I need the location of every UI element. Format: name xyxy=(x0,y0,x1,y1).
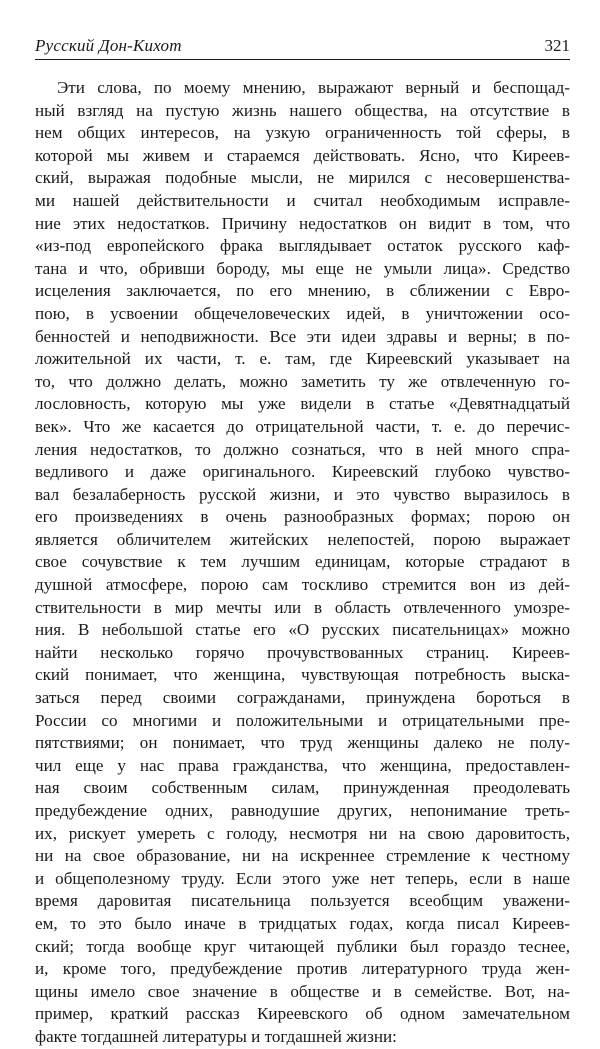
text-line: «из-под европейского фрака выглядывает остаток русского каф- xyxy=(35,236,570,256)
text-line: ведливого и даже оригинального. Киреевский глубоко чувство- xyxy=(35,462,570,482)
text-line: является обличителем житейских нелепостей, порою выражает xyxy=(35,529,570,549)
text-line: ми нашей действительности и считал необходимым исправле- xyxy=(35,190,570,210)
running-title: Русский Дон-Кихот xyxy=(35,36,182,55)
text-line: исцеления заключается, по его мнению, в сближении с Евро- xyxy=(35,281,570,301)
text-line: щины имело свое значение в обществе и в семействе. Вот, на- xyxy=(35,981,570,1001)
text-line: ствительности в мир мечты или в область отвлеченного умозре- xyxy=(35,597,570,617)
text-line: ления недостатков, то должно сознаться, что в ней много спра- xyxy=(35,439,570,459)
text-line: пятствиями; он понимает, что труд женщины далеко не полу- xyxy=(35,733,570,753)
text-line: то, что должно делать, можно заметить ту же отвлеченную го- xyxy=(35,371,570,391)
text-line: России со многими и положительными и отрицательными пре- xyxy=(35,710,570,730)
text-line: лословность, которую мы уже видели в статье «Девятнадцатый xyxy=(35,394,570,414)
text-line: заться перед своими согражданами, принуждена бороться в xyxy=(35,688,570,708)
text-line: их, рискует умереть с голоду, несмотря ни на свою даровитость, xyxy=(35,823,570,843)
text-line: свое сочувствие к тем лучшим единицам, которые страдают в xyxy=(35,552,570,572)
running-head xyxy=(35,36,570,60)
text-line: время даровитая писательница пользуется всеобщим уважени- xyxy=(35,891,570,911)
text-line: тана и что, обривши бороду, мы еще не умыли лица». Средство xyxy=(35,258,570,278)
text-line: ная своим собственным силам, принужденная преодолевать xyxy=(35,778,570,798)
header-rule xyxy=(35,59,570,60)
text-line: чил еще у нас права гражданства, что женщина, предоставлен- xyxy=(35,755,570,775)
text-line: ский; тогда вообще круг читающей публики был гораздо теснее, xyxy=(35,936,570,956)
text-line: век». Что же касается до отрицательной части, т. е. до перечис- xyxy=(35,416,570,436)
text-line: ский понимает, что женщина, чувствующая потребность выска- xyxy=(35,665,570,685)
page-number: 321 xyxy=(544,36,570,55)
text-line: ние этих недостатков. Причину недостатков он видит в том, что xyxy=(35,213,570,233)
text-line: бенностей и неподвижности. Все эти идеи здравы и верны; в по- xyxy=(35,326,570,346)
text-line: факте тогдашней литературы и тогдашней жизни: xyxy=(35,1026,397,1046)
text-line: ный взгляд на пустую жизнь нашего общества, на отсутствие в xyxy=(35,100,570,120)
text-line: ский, выражая подобные мысли, не мирился с несовершенства- xyxy=(35,168,570,188)
text-line: душной атмосфере, порою сам тоскливо стремится вон из дей- xyxy=(35,575,570,595)
text-line: ния. В небольшой статье его «О русских писательницах» можно xyxy=(35,620,570,640)
text-line: его произведениях в очень разнообразных формах; порою он xyxy=(35,507,570,527)
text-line: пою, в усвоении общечеловеческих идей, в уничтожении осо- xyxy=(35,303,570,323)
text-line: ни на свое образование, ни на искреннее стремление к честному xyxy=(35,846,570,866)
text-line: пример, краткий рассказ Киреевского об одном замечательном xyxy=(35,1004,570,1024)
text-line: и общеполезному труду. Если этого уже нет теперь, если в наше xyxy=(35,868,570,888)
text-line: и, кроме того, предубеждение против литературного труда жен- xyxy=(35,959,570,979)
text-line: ложительной их части, т. е. там, где Киреевский указывает на xyxy=(35,349,570,369)
text-line: вал безалаберность русской жизни, и это чувство выразилось в xyxy=(35,484,570,504)
text-line: нем общих интересов, на узкую ограниченность той сферы, в xyxy=(35,123,570,143)
text-line: предубеждение одних, равнодушие других, непонимание треть- xyxy=(35,801,570,820)
body-text xyxy=(35,77,570,1049)
text-line: Эти слова, по моему мнению, выражают верный и беспощад- xyxy=(57,78,570,97)
text-line: ем, то это было иначе в тридцатых годах, когда писал Киреев- xyxy=(35,913,570,933)
text-line: найти несколько горячо прочувствованных страниц. Киреев- xyxy=(35,642,570,662)
text-line: которой мы живем и стараемся действовать. Ясно, что Киреев- xyxy=(35,145,570,165)
